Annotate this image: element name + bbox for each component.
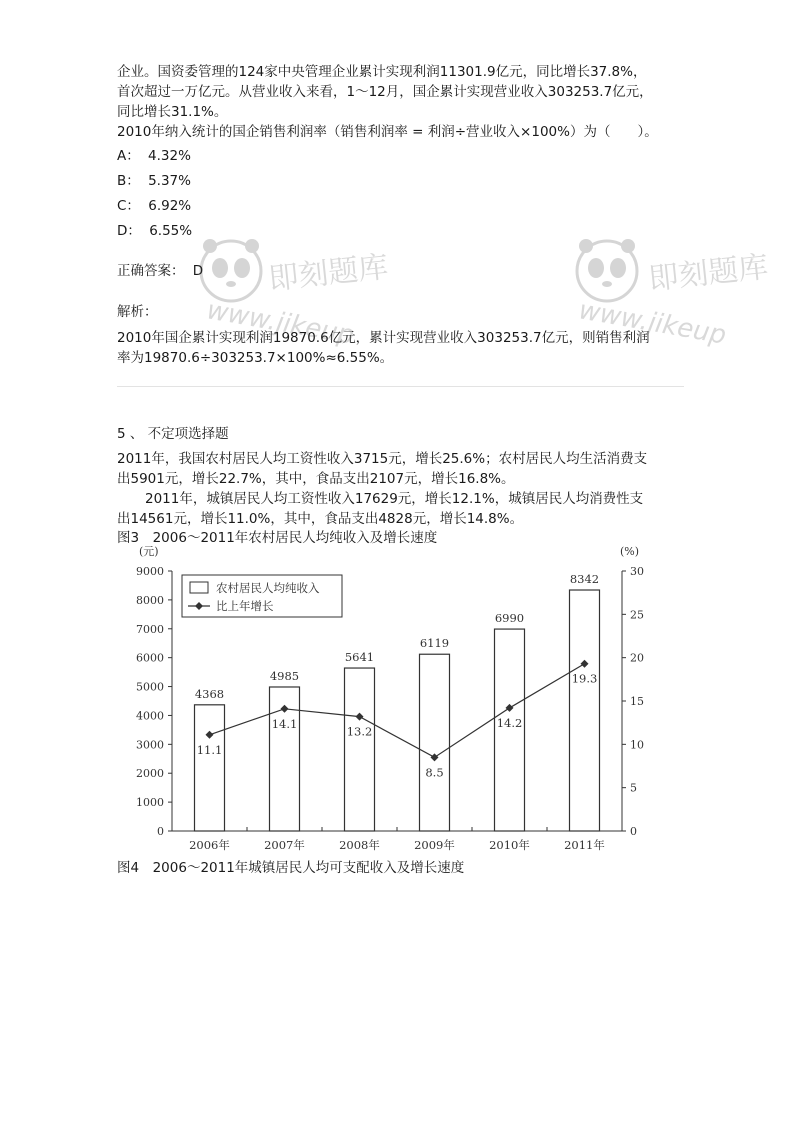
watermark-brand-right: 即刻题库 [646, 249, 770, 298]
q4-text-line-1: 企业。国资委管理的124家中央管理企业累计实现利润11301.9亿元，同比增长37.8%， [117, 64, 647, 80]
bar-value-label: 6990 [494, 611, 525, 626]
fig3-chart-svg [117, 541, 644, 859]
option-c-value: 6.92% [148, 198, 192, 214]
x-tick-label: 2011年 [564, 838, 605, 852]
right-tick-label: 10 [630, 738, 644, 752]
q4-text-line-2: 首次超过一万亿元。从营业收入来看，1～12月，国企累计实现营业收入303253.7亿元， [117, 84, 653, 100]
option-d-value: 6.55% [149, 223, 193, 239]
bar-value-label: 5641 [344, 650, 375, 665]
left-axis-unit: (元) [139, 545, 159, 558]
option-b-value: 5.37% [148, 173, 191, 189]
option-a[interactable] [117, 146, 191, 166]
fig3-caption: 图3 2006～2011年农村居民人均纯收入及增长速度 [117, 530, 438, 546]
option-d[interactable] [117, 221, 192, 241]
right-tick-label: 25 [630, 608, 644, 622]
growth-value-label: 14.1 [271, 716, 298, 731]
q5-para1-line-2: 出5901元，增长22.7%，其中，食品支出2107元，增长16.8%。 [117, 471, 515, 487]
left-tick-label: 4000 [136, 709, 164, 723]
right-axis-unit: (%) [620, 545, 640, 558]
bar-value-label: 4985 [269, 668, 300, 683]
bar [570, 590, 600, 831]
growth-line [210, 664, 585, 758]
bar-value-label: 4368 [194, 686, 225, 701]
correct-answer-value: D [192, 263, 204, 279]
panda-logo-icon [572, 236, 642, 306]
option-b[interactable] [117, 171, 191, 191]
fig3-chart [117, 541, 644, 859]
q4-stem: 2010年纳入统计的国企销售利润率（销售利润率 = 利润÷营业收入×100%）为（ ）。 [117, 124, 658, 140]
analysis-label: 解析： [117, 304, 158, 320]
q5-para1-line-1: 2011年，我国农村居民人均工资性收入3715元，增长25.6%；农村居民人均生活消费支 [117, 451, 648, 467]
right-tick-label: 20 [630, 651, 644, 665]
watermark-brand-left: 即刻题库 [266, 249, 390, 298]
left-tick-label: 6000 [136, 651, 164, 665]
x-tick-label: 2009年 [414, 838, 455, 852]
q5-heading: 5 、 不定项选择题 [117, 426, 229, 442]
option-a-value: 4.32% [148, 148, 191, 164]
growth-value-label: 11.1 [196, 742, 223, 757]
left-tick-label: 9000 [136, 565, 164, 578]
x-tick-label: 2006年 [189, 838, 230, 852]
growth-value-label: 13.2 [346, 724, 373, 739]
correct-answer-label: 正确答案： [117, 263, 185, 279]
legend-bar-label: 农村居民人均纯收入 [216, 581, 320, 595]
q5-para2-line-1: 2011年，城镇居民人均工资性收入17629元，增长12.1%，城镇居民人均消费性支 [145, 491, 644, 507]
bar-value-label: 8342 [569, 572, 600, 587]
question-divider [117, 386, 684, 387]
option-c-label: C： [117, 198, 140, 214]
growth-value-label: 19.3 [571, 671, 598, 686]
q5-para2-line-2: 出14561元，增长11.0%，其中，食品支出4828元，增长14.8%。 [117, 511, 524, 527]
watermark-right [572, 236, 800, 376]
option-a-label: A： [117, 148, 140, 164]
bar [495, 629, 525, 831]
watermark-url-left: www.jikeup [204, 295, 357, 351]
legend-line-label: 比上年增长 [216, 599, 274, 613]
left-tick-label: 1000 [136, 796, 164, 810]
x-tick-label: 2010年 [489, 838, 530, 852]
q4-text-line-3: 同比增长31.1%。 [117, 104, 228, 120]
left-tick-label: 3000 [136, 738, 164, 752]
left-tick-label: 7000 [136, 622, 164, 636]
panda-logo-icon [196, 236, 266, 306]
x-tick-label: 2008年 [339, 838, 380, 852]
option-d-label: D： [117, 223, 141, 239]
right-tick-label: 5 [630, 781, 637, 795]
bar [195, 705, 225, 831]
right-tick-label: 0 [630, 825, 637, 838]
option-c[interactable] [117, 196, 191, 216]
left-tick-label: 2000 [136, 767, 164, 781]
bar-value-label: 6119 [419, 636, 450, 651]
analysis-line-2: 率为19870.6÷303253.7×100%≈6.55%。 [117, 350, 394, 366]
right-tick-label: 30 [630, 565, 644, 578]
fig4-caption: 图4 2006～2011年城镇居民人均可支配收入及增长速度 [117, 860, 465, 876]
left-tick-label: 0 [157, 825, 164, 838]
growth-value-label: 14.2 [496, 715, 523, 730]
right-tick-label: 15 [630, 695, 644, 708]
correct-answer [117, 261, 203, 281]
legend-bar-swatch [190, 582, 208, 593]
bar [420, 654, 450, 831]
watermark-url-right: www.jikeup [576, 295, 729, 351]
growth-value-label: 8.5 [425, 765, 444, 780]
x-tick-label: 2007年 [264, 838, 305, 852]
analysis-line-1: 2010年国企累计实现利润19870.6亿元，累计实现营业收入303253.7亿元，则销售利润 [117, 330, 650, 346]
bar [345, 668, 375, 831]
option-b-label: B： [117, 173, 140, 189]
left-tick-label: 8000 [136, 593, 164, 607]
left-tick-label: 5000 [136, 680, 164, 694]
